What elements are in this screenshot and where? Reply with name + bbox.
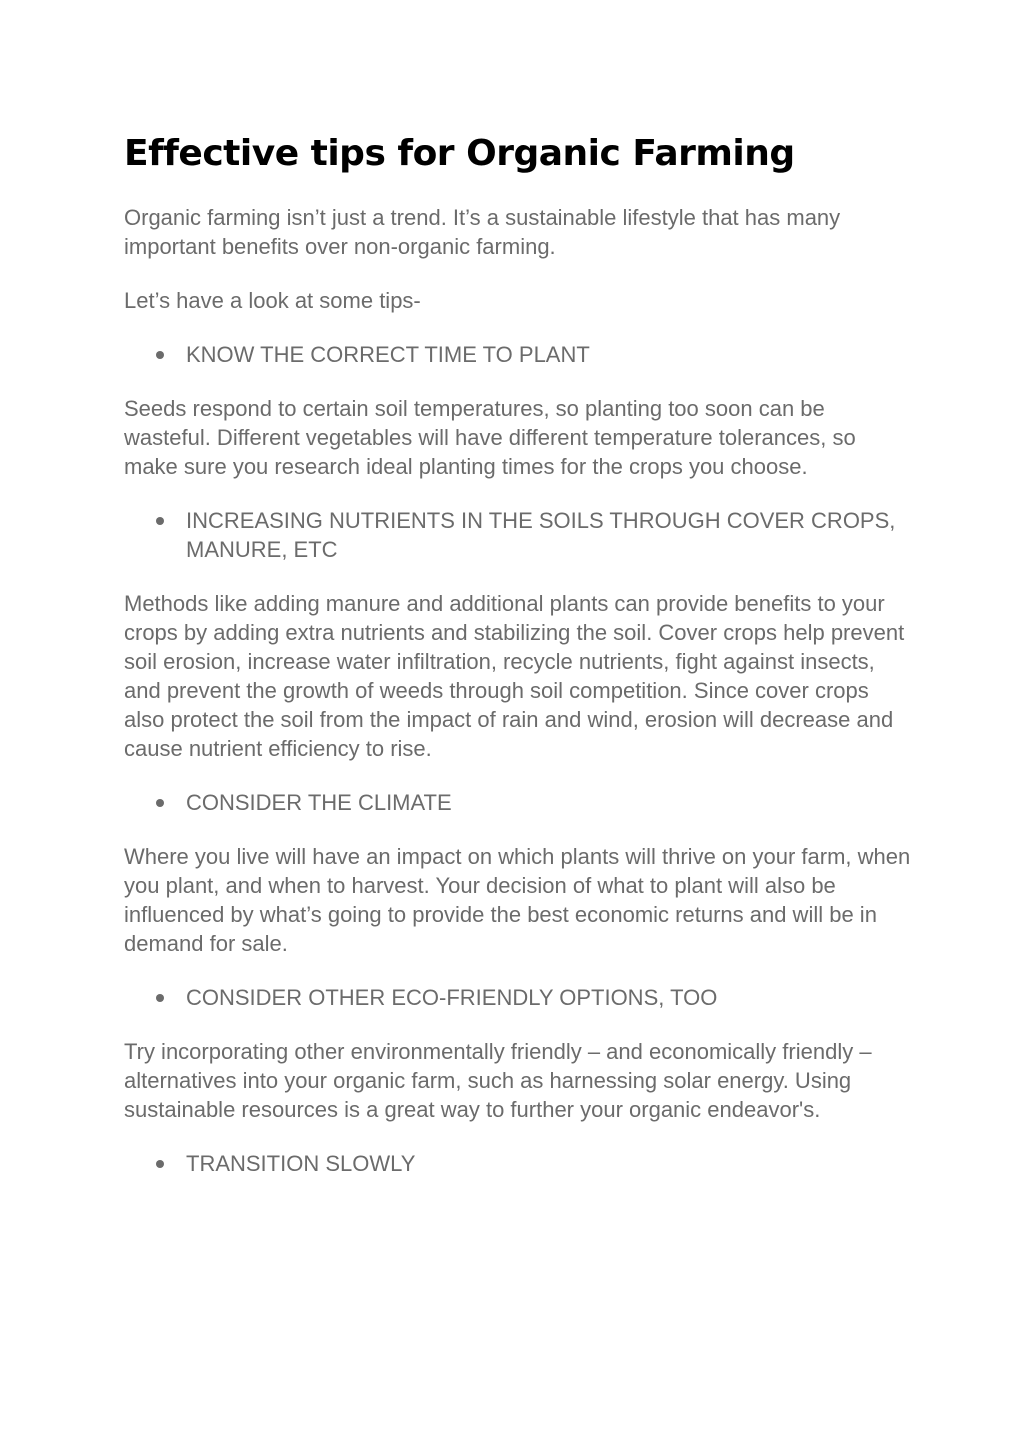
tip-section-4 <box>124 983 914 1124</box>
tip-section-2 <box>124 506 914 763</box>
bullet-icon <box>156 994 164 1002</box>
tip-section-5 <box>124 1149 914 1178</box>
tip-heading-text: KNOW THE CORRECT TIME TO PLANT <box>186 342 590 367</box>
tip-description: Try incorporating other environmentally friendly – and economically friendly – alternatives into your organic farm, such as harnessing solar energy. Using sustainable resources is a great way to further your organic endeavor's. <box>124 1039 872 1122</box>
bullet-icon <box>156 1160 164 1168</box>
document-page <box>124 126 914 1178</box>
tip-list <box>124 506 914 564</box>
tip-list <box>124 983 914 1012</box>
tip-heading <box>124 983 914 1012</box>
tip-section-3 <box>124 788 914 958</box>
tip-list <box>124 1149 914 1178</box>
tip-heading-text: TRANSITION SLOWLY <box>186 1151 416 1176</box>
tip-description: Where you live will have an impact on which plants will thrive on your farm, when you plant, and when to harvest. Your decision of what to plant will also be influenced by what’s going to provide the best economic returns and will be in demand for sale. <box>124 844 911 956</box>
tip-heading-text: INCREASING NUTRIENTS IN THE SOILS THROUGH COVER CROPS, MANURE, ETC <box>186 508 896 562</box>
tip-list <box>124 340 914 369</box>
bullet-icon <box>156 351 164 359</box>
tip-heading-text: CONSIDER THE CLIMATE <box>186 790 452 815</box>
tip-heading-text: CONSIDER OTHER ECO-FRIENDLY OPTIONS, TOO <box>186 985 718 1010</box>
tip-heading <box>124 340 914 369</box>
page-title: Effective tips for Organic Farming <box>124 133 795 174</box>
tip-heading <box>124 788 914 817</box>
tip-list <box>124 788 914 817</box>
tip-description: Seeds respond to certain soil temperatures, so planting too soon can be wasteful. Different vegetables will have different temperature tolerances, so make sure you research ideal planting times for the crops you choose. <box>124 396 856 479</box>
tip-description: Methods like adding manure and additional plants can provide benefits to your crops by adding extra nutrients and stabilizing the soil. Cover crops help prevent soil erosion, increase water infiltration, recycle nutrients, fight against insects, and prevent the growth of weeds through soil competition. Since cover crops also protect the soil from the impact of rain and wind, erosion will decrease and cause nutrient efficiency to rise. <box>124 591 905 761</box>
intro-lead-in: Let’s have a look at some tips- <box>124 288 421 313</box>
tip-section-1 <box>124 340 914 481</box>
intro-paragraph: Organic farming isn’t just a trend. It’s a sustainable lifestyle that has many important benefits over non-organic farming. <box>124 205 841 259</box>
bullet-icon <box>156 517 164 525</box>
tip-heading <box>124 506 914 564</box>
tip-heading <box>124 1149 914 1178</box>
bullet-icon <box>156 799 164 807</box>
